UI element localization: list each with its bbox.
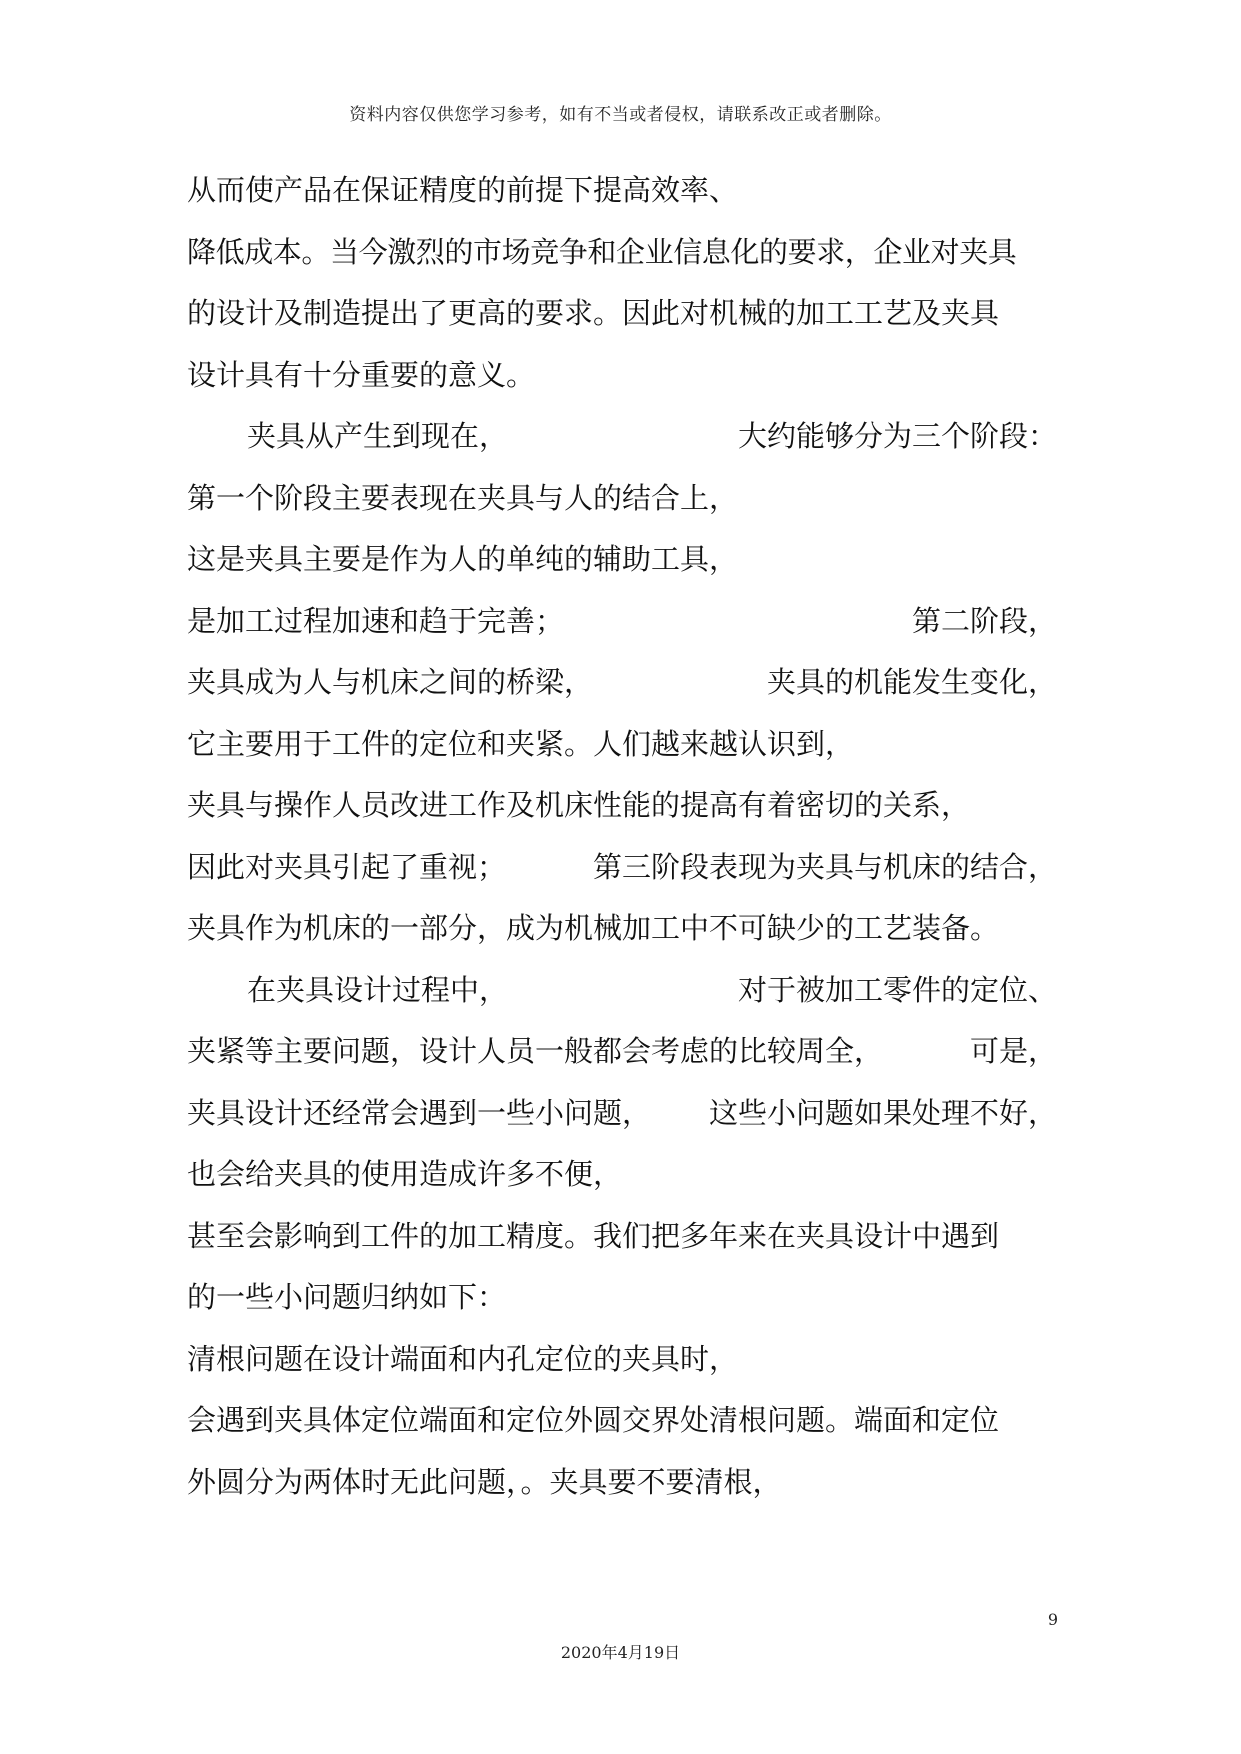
text-line bbox=[187, 1452, 1057, 1514]
text-line bbox=[187, 1329, 1057, 1391]
text-line bbox=[187, 1083, 1057, 1145]
text-segment: 从而使产品在保证精度的前提下提高效率、 bbox=[187, 173, 739, 207]
text-line bbox=[187, 1021, 1057, 1083]
text-line bbox=[187, 1206, 1057, 1268]
text-segment: 这些小问题如果处理不好， bbox=[708, 1095, 1057, 1130]
text-segment: 也会给夹具的使用造成许多不便， bbox=[187, 1157, 623, 1191]
text-segment: 夹具与操作人员改进工作及机床性能的提高有着密切的关系， bbox=[187, 788, 971, 822]
text-segment: 是加工过程加速和趋于完善； bbox=[187, 603, 565, 638]
text-line bbox=[187, 652, 1057, 714]
text-segment: 夹紧等主要问题，设计人员一般都会考虑的比较周全， bbox=[187, 1034, 884, 1068]
text-line bbox=[187, 222, 1057, 284]
text-segment: 夹具作为机床的一部分，成为机械加工中不可缺少的工艺装备。 bbox=[187, 911, 1000, 945]
text-line bbox=[187, 837, 1057, 899]
text-line bbox=[187, 529, 1057, 591]
text-line bbox=[187, 775, 1057, 837]
text-segment: 会遇到夹具体定位端面和定位外圆交界处清根问题。端面和定位 bbox=[187, 1403, 1000, 1437]
text-line bbox=[187, 160, 1057, 222]
text-segment: 夹具成为人与机床之间的桥梁， bbox=[187, 665, 594, 699]
text-segment: 在夹具设计过程中， bbox=[247, 972, 509, 1007]
text-line bbox=[187, 406, 1057, 468]
text-segment: 第二阶段， bbox=[911, 603, 1057, 638]
text-line bbox=[187, 714, 1057, 776]
text-segment: 大约能够分为三个阶段： bbox=[737, 419, 1057, 453]
text-segment: 第一个阶段主要表现在夹具与人的结合上， bbox=[187, 480, 739, 515]
page-number: 9 bbox=[1047, 1610, 1058, 1629]
text-line bbox=[187, 1267, 1057, 1329]
text-line bbox=[187, 960, 1057, 1022]
footer-date: 2020年4月19日 bbox=[560, 1643, 681, 1662]
text-segment: 的一些小问题归纳如下： bbox=[187, 1280, 507, 1314]
text-segment: 清根问题在设计端面和内孔定位的夹具时， bbox=[187, 1341, 739, 1376]
page-header-notice: 资料内容仅供您学习参考，如有不当或者侵权，请联系改正或者删除。 bbox=[349, 105, 892, 125]
text-segment: 因此对夹具引起了重视； bbox=[187, 849, 507, 884]
text-line bbox=[187, 591, 1057, 653]
text-line bbox=[187, 1144, 1057, 1206]
text-segment: 的设计及制造提出了更高的要求。因此对机械的加工工艺及夹具 bbox=[187, 296, 1000, 330]
text-segment: 夹具从产生到现在， bbox=[247, 419, 509, 453]
document-body bbox=[187, 160, 1057, 1513]
text-segment: 降低成本。当今激烈的市场竞争和企业信息化的要求，企业对夹具 bbox=[187, 234, 1017, 269]
text-segment: 夹具的机能发生变化， bbox=[766, 665, 1057, 699]
text-line bbox=[187, 468, 1057, 530]
text-line bbox=[187, 345, 1057, 407]
text-segment: 可是， bbox=[969, 1034, 1057, 1068]
text-segment: 第三阶段表现为夹具与机床的结合， bbox=[592, 849, 1057, 884]
text-line bbox=[187, 283, 1057, 345]
text-line bbox=[187, 1390, 1057, 1452]
text-segment: 夹具设计还经常会遇到一些小问题， bbox=[187, 1095, 652, 1130]
text-segment: 外圆分为两体时无此问题，。夹具要不要清根， bbox=[187, 1464, 782, 1499]
text-segment: 对于被加工零件的定位、 bbox=[737, 972, 1057, 1007]
text-segment: 设计具有十分重要的意义。 bbox=[187, 357, 536, 392]
text-segment: 甚至会影响到工件的加工精度。我们把多年来在夹具设计中遇到 bbox=[187, 1218, 1000, 1253]
text-segment: 这是夹具主要是作为人的单纯的辅助工具， bbox=[187, 542, 739, 576]
text-line bbox=[187, 898, 1057, 960]
text-segment: 它主要用于工件的定位和夹紧。人们越来越认识到， bbox=[187, 726, 855, 761]
